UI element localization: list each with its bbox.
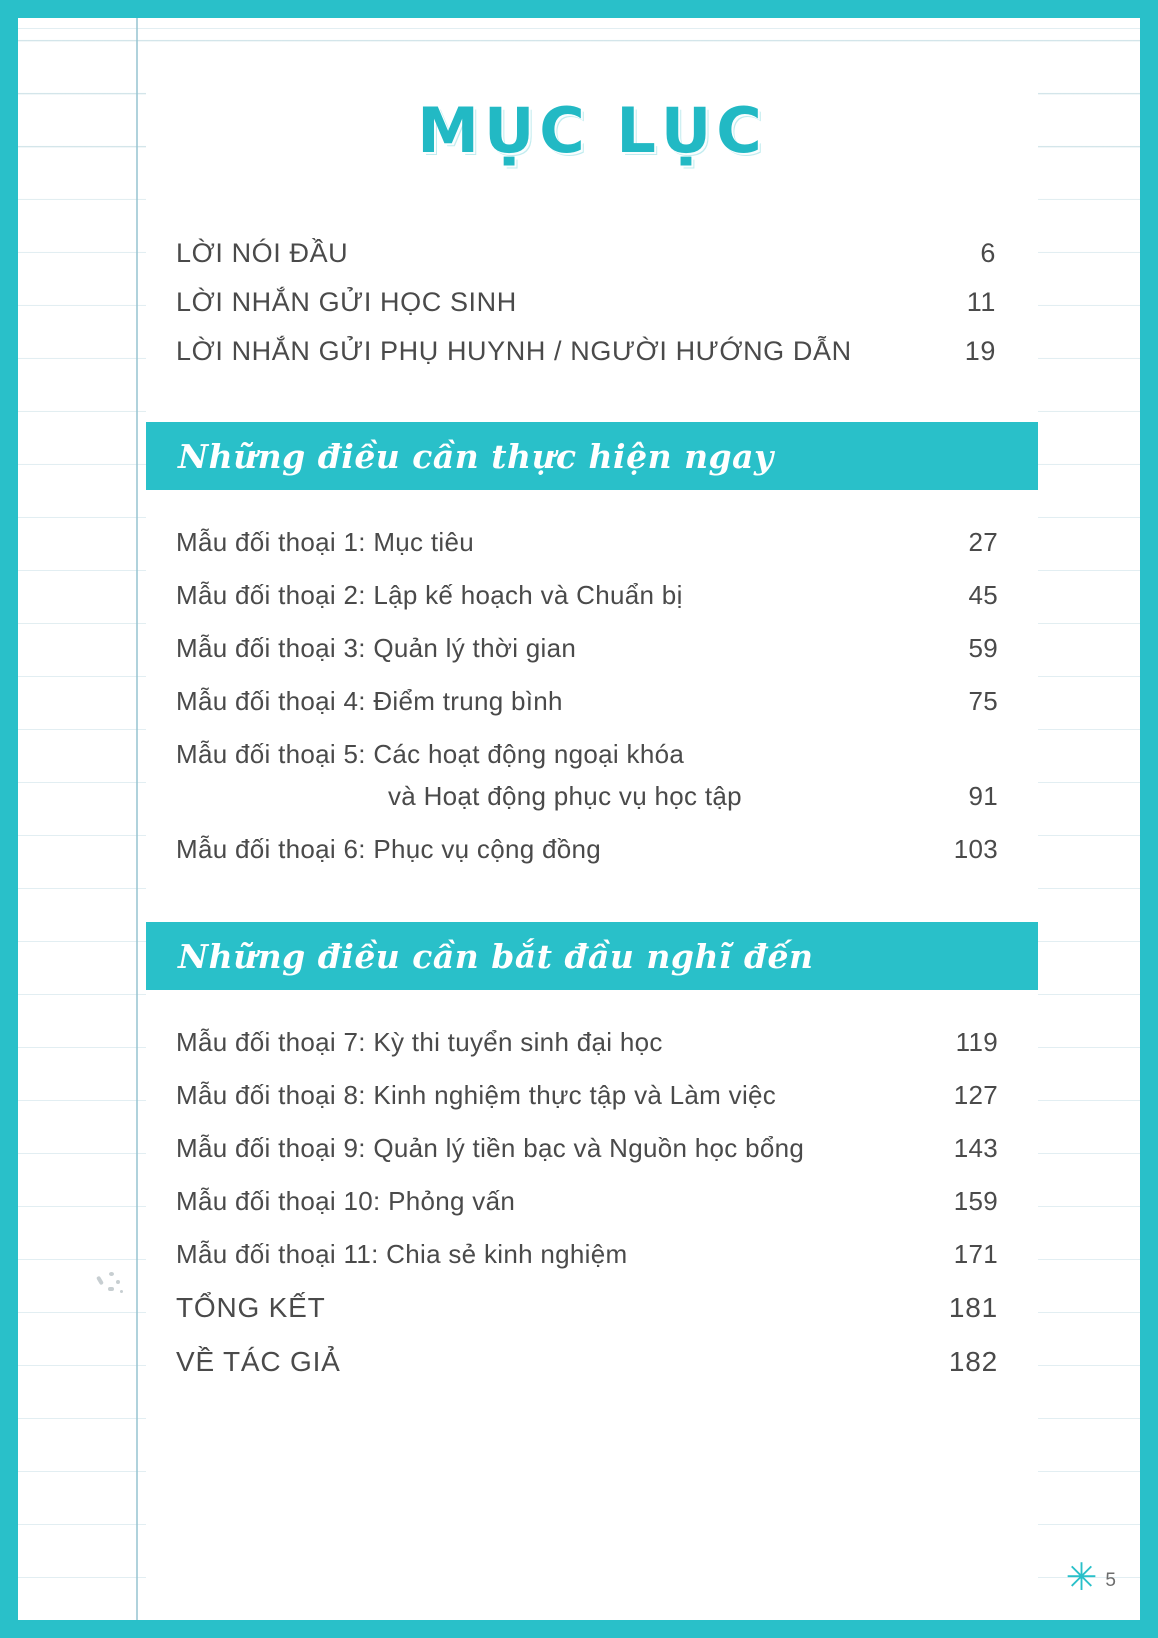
toc-entry-label: LỜI NHẮN GỬI PHỤ HUYNH / NGƯỜI HƯỚNG DẪN — [176, 336, 852, 366]
section-banner — [146, 922, 1038, 990]
toc-entry[interactable] — [176, 569, 1008, 622]
toc-entry[interactable] — [176, 728, 1008, 781]
margin-rule-line — [136, 18, 138, 1620]
page-footer — [1065, 1555, 1116, 1599]
toc-entry-page: 19 — [964, 336, 996, 366]
toc-entry-label: Mẫu đối thoại 3: Quản lý thời gian — [176, 633, 577, 663]
toc-entry-label: Mẫu đối thoại 9: Quản lý tiền bạc và Nguồn học bổng — [176, 1133, 805, 1163]
toc-entry-label: LỜI NÓI ĐẦU — [176, 238, 349, 268]
toc-entry[interactable] — [176, 516, 1008, 569]
toc-entry[interactable] — [176, 1069, 1008, 1122]
toc-entry-page: 181 — [948, 1292, 998, 1323]
toc-entry-label: Mẫu đối thoại 2: Lập kế hoạch và Chuẩn bị — [176, 580, 683, 610]
section-entries — [176, 516, 1008, 876]
toc-entry-label: Mẫu đối thoại 1: Mục tiêu — [176, 527, 474, 557]
toc-entry-page: 127 — [953, 1080, 998, 1110]
toc-entry[interactable] — [176, 675, 1008, 728]
toc-entry-label: Mẫu đối thoại 5: Các hoạt động ngoại khóa — [176, 739, 685, 769]
page-title: MỤC LỤC — [417, 94, 767, 167]
toc-entry[interactable] — [176, 229, 1008, 278]
toc-entry-page: 59 — [968, 633, 998, 663]
table-of-contents-panel — [146, 56, 1038, 1620]
ink-speckle-decoration — [96, 1270, 130, 1300]
toc-entry-page: 103 — [953, 834, 998, 864]
toc-entry-label: LỜI NHẮN GỬI HỌC SINH — [176, 287, 517, 317]
toc-entry-label: Mẫu đối thoại 10: Phỏng vấn — [176, 1186, 516, 1216]
toc-entry-page: 75 — [968, 686, 998, 716]
toc-entry[interactable] — [176, 327, 1008, 376]
toc-entry[interactable] — [176, 1016, 1008, 1069]
frontmatter-list — [176, 229, 1008, 376]
toc-entry-label: Mẫu đối thoại 4: Điểm trung bình — [176, 686, 563, 716]
toc-entry-label: TỔNG KẾT — [176, 1292, 326, 1323]
toc-entry-label: VỀ TÁC GIẢ — [176, 1346, 341, 1377]
asterisk-icon: ✳ — [1065, 1555, 1098, 1599]
toc-entry-page: 159 — [953, 1186, 998, 1216]
toc-entry-label: Mẫu đối thoại 11: Chia sẻ kinh nghiệm — [176, 1239, 628, 1269]
toc-entry[interactable] — [176, 622, 1008, 675]
toc-entry[interactable] — [176, 1335, 1008, 1389]
toc-entry-page: 11 — [966, 287, 996, 317]
toc-entry-page: 45 — [968, 580, 998, 610]
toc-entry[interactable] — [176, 1122, 1008, 1175]
toc-entry-page: 143 — [953, 1133, 998, 1163]
section-entries — [176, 1016, 1008, 1389]
toc-entry-label: Mẫu đối thoại 7: Kỳ thi tuyển sinh đại học — [176, 1027, 663, 1057]
toc-entry-label: và Hoạt động phục vụ học tập — [388, 781, 742, 811]
toc-entry-page: 6 — [980, 238, 996, 268]
toc-entry-label: Mẫu đối thoại 8: Kinh nghiệm thực tập và Làm việc — [176, 1080, 777, 1110]
toc-entry[interactable] — [176, 278, 1008, 327]
section-banner-label: Những điều cần bắt đầu nghĩ đến — [178, 936, 814, 976]
toc-entry[interactable] — [176, 1228, 1008, 1281]
toc-entry-page: 91 — [968, 781, 998, 811]
toc-entry-page: 182 — [948, 1346, 998, 1377]
toc-entry[interactable] — [176, 1281, 1008, 1335]
toc-entry-page: 119 — [955, 1027, 998, 1057]
page-number: 5 — [1105, 1569, 1116, 1591]
toc-entry-label: Mẫu đối thoại 6: Phục vụ cộng đồng — [176, 834, 602, 864]
toc-entry[interactable] — [176, 1175, 1008, 1228]
section-banner — [146, 422, 1038, 490]
section-banner-label: Những điều cần thực hiện ngay — [178, 436, 774, 476]
toc-entry-page: 27 — [968, 527, 998, 557]
toc-entry[interactable] — [176, 823, 1008, 876]
toc-entry-page: 171 — [953, 1239, 998, 1269]
toc-entry-continuation[interactable] — [176, 781, 1008, 823]
